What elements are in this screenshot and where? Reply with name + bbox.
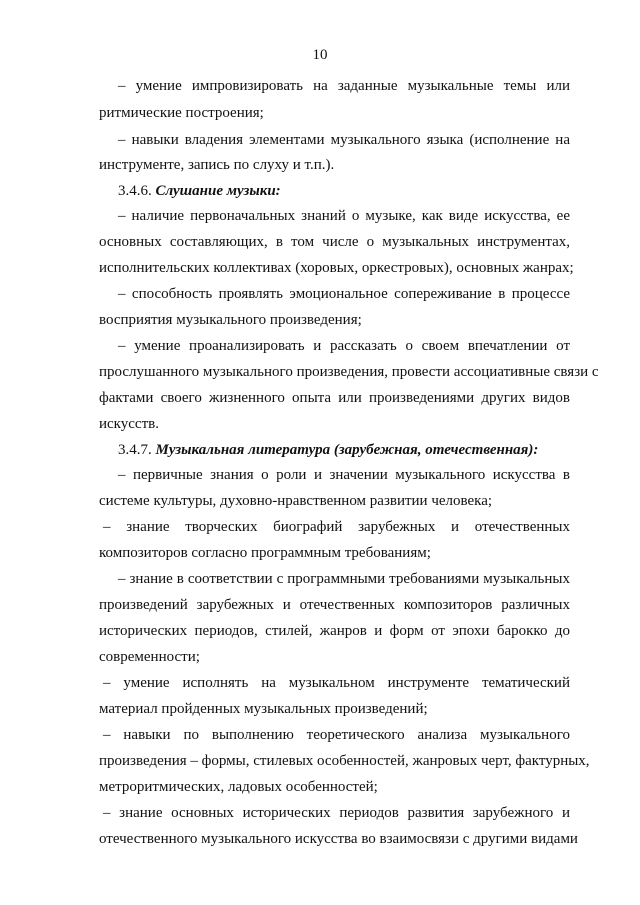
text-line: – умение проанализировать и рассказать о своем впечатлении от [118, 338, 570, 354]
section-title: Музыкальная литература (зарубежная, отечественная): [155, 442, 539, 458]
text-line: инструменте, запись по слуху и т.п.). [99, 157, 335, 173]
text-line: – умение импровизировать на заданные музыкальные темы или [118, 78, 570, 94]
text-line: – знание творческих биографий зарубежных и отечественных [103, 519, 570, 535]
text-line: – навыки владения элементами музыкального языка (исполнение на [118, 132, 570, 148]
section-number: 3.4.7. [118, 442, 152, 458]
text-line: произведений зарубежных и отечественных композиторов различных [99, 597, 570, 613]
text-line: основных составляющих, в том числе о музыкальных инструментах, [99, 234, 570, 250]
section-heading [118, 182, 589, 200]
page-number: 10 [312, 47, 328, 63]
text-line: восприятия музыкального произведения; [99, 312, 362, 328]
text-line: – первичные знания о роли и значении музыкального искусства в [118, 467, 570, 483]
text-line: исторических периодов, стилей, жанров и форм от эпохи барокко до [99, 623, 570, 639]
text-line: прослушанного музыкального произведения, провести ассоциативные связи с [99, 364, 599, 380]
text-line: композиторов согласно программным требованиям; [99, 545, 431, 561]
text-line: отечественного музыкального искусства во взаимосвязи с другими видами [99, 831, 578, 847]
text-line: – наличие первоначальных знаний о музыке, как виде искусства, ее [118, 208, 570, 224]
text-line: метроритмических, ладовых особенностей; [99, 779, 378, 795]
section-title: Слушание музыки: [155, 183, 281, 199]
text-line: – знание в соответствии с программными требованиями музыкальных [118, 571, 570, 587]
text-line: – навыки по выполнению теоретического анализа музыкального [103, 727, 570, 743]
text-line: современности; [99, 649, 200, 665]
text-line: произведения – формы, стилевых особенностей, жанровых черт, фактурных, [99, 753, 590, 769]
section-number: 3.4.6. [118, 183, 152, 199]
text-line: – знание основных исторических периодов развития зарубежного и [103, 805, 570, 821]
text-line: искусств. [99, 416, 159, 432]
text-line: системе культуры, духовно-нравственном развитии человека; [99, 493, 493, 509]
text-line: – умение исполнять на музыкальном инструменте тематический [103, 675, 570, 691]
text-line: ритмические построения; [99, 105, 264, 121]
text-line: материал пройденных музыкальных произведений; [99, 701, 428, 717]
text-line: фактами своего жизненного опыта или произведениями других видов [99, 390, 570, 406]
section-heading [118, 441, 589, 459]
text-line: исполнительских коллективах (хоровых, оркестровых), основных жанрах; [99, 260, 574, 276]
text-line: – способность проявлять эмоциональное сопереживание в процессе [118, 286, 570, 302]
